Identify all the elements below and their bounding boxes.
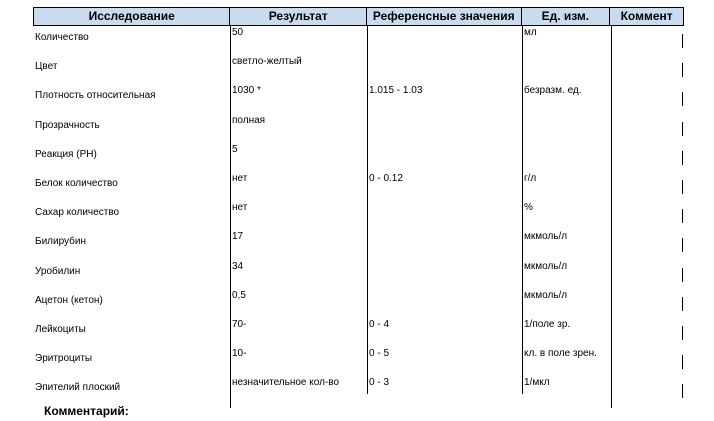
table-row — [33, 143, 684, 172]
cell-study: Эритроциты — [35, 353, 93, 365]
comment-cell-marker — [682, 180, 683, 194]
comment-cell-marker — [682, 34, 683, 48]
cell-unit: мл — [524, 27, 537, 38]
cell-study: Эпителий плоский — [35, 382, 121, 394]
cell-result: 1030 * — [232, 85, 261, 97]
cell-result: 17 — [232, 231, 244, 243]
cell-result: 0,5 — [232, 289, 246, 301]
cell-result: полная — [232, 114, 266, 126]
cell-unit: % — [524, 202, 533, 214]
comment-cell-marker — [682, 326, 683, 340]
cell-reference: 0 - 5 — [369, 348, 390, 360]
table-header — [33, 7, 684, 26]
cell-result: 50 — [232, 27, 244, 38]
cell-result: светло-желтый — [232, 56, 302, 68]
table-row — [33, 347, 684, 376]
cell-reference: 0 - 3 — [369, 377, 390, 389]
cell-unit: 1/поле зр. — [524, 319, 571, 330]
comment-cell-marker — [682, 384, 683, 398]
table-row — [33, 230, 684, 259]
comment-label: Комментарий: — [44, 404, 129, 418]
header-reference: Референсные значения — [367, 8, 522, 25]
cell-result: нет — [232, 173, 248, 184]
table-row — [33, 289, 684, 318]
cell-reference: 1.015 - 1.03 — [369, 85, 423, 97]
cell-study: Уробилин — [35, 265, 81, 277]
cell-result: незначительное кол-во — [232, 377, 340, 389]
table-row — [33, 201, 684, 230]
cell-study: Реакция (РН) — [35, 148, 97, 160]
table-row — [33, 114, 684, 143]
table-row — [33, 318, 684, 347]
cell-study: Ацетон (кетон) — [35, 294, 103, 306]
cell-unit: безразм. ед. — [524, 85, 582, 97]
table-body — [33, 26, 684, 408]
comment-cell-marker — [682, 238, 683, 252]
cell-study: Плотность относительная — [35, 90, 156, 102]
comment-cell-marker — [682, 63, 683, 77]
comment-cell-marker — [682, 268, 683, 282]
comment-cell-marker — [682, 151, 683, 165]
cell-unit: мкмоль/л — [524, 289, 568, 301]
cell-study: Количество — [35, 32, 89, 43]
cell-reference: 0 - 4 — [369, 319, 390, 330]
cell-result: нет — [232, 202, 248, 214]
comment-cell-marker — [682, 92, 683, 106]
cell-unit: мкмоль/л — [524, 260, 568, 272]
comment-cell-marker — [682, 122, 683, 136]
header-result: Результат — [230, 8, 367, 25]
table-row — [33, 55, 684, 84]
results-table — [33, 7, 684, 408]
table-row — [33, 84, 684, 113]
cell-result: 70- — [232, 319, 247, 330]
header-comment: Коммент — [620, 9, 673, 23]
cell-result: 34 — [232, 260, 244, 272]
cell-study: Цвет — [35, 61, 58, 73]
table-row — [33, 172, 684, 201]
table-row — [33, 376, 684, 405]
cell-study: Прозрачность — [35, 119, 100, 131]
cell-unit: кл. в поле зрен. — [524, 348, 597, 360]
comment-cell-marker — [682, 297, 683, 311]
cell-unit: 1/мкл — [524, 377, 550, 389]
cell-unit: мкмоль/л — [524, 231, 568, 243]
header-study: Исследование — [34, 8, 230, 25]
cell-result: 5 — [232, 143, 238, 155]
cell-result: 10- — [232, 348, 247, 360]
cell-study: Сахар количество — [35, 207, 120, 219]
cell-study: Билирубин — [35, 236, 86, 248]
cell-unit: г/л — [524, 173, 537, 184]
cell-study: Белок количество — [35, 178, 118, 189]
cell-reference: 0 - 0.12 — [369, 173, 403, 184]
table-row — [33, 26, 684, 55]
comment-cell-marker — [682, 355, 683, 369]
cell-study: Лейкоциты — [35, 324, 86, 335]
header-unit: Ед. изм. — [522, 8, 611, 25]
comment-cell-marker — [682, 209, 683, 223]
table-row — [33, 260, 684, 289]
